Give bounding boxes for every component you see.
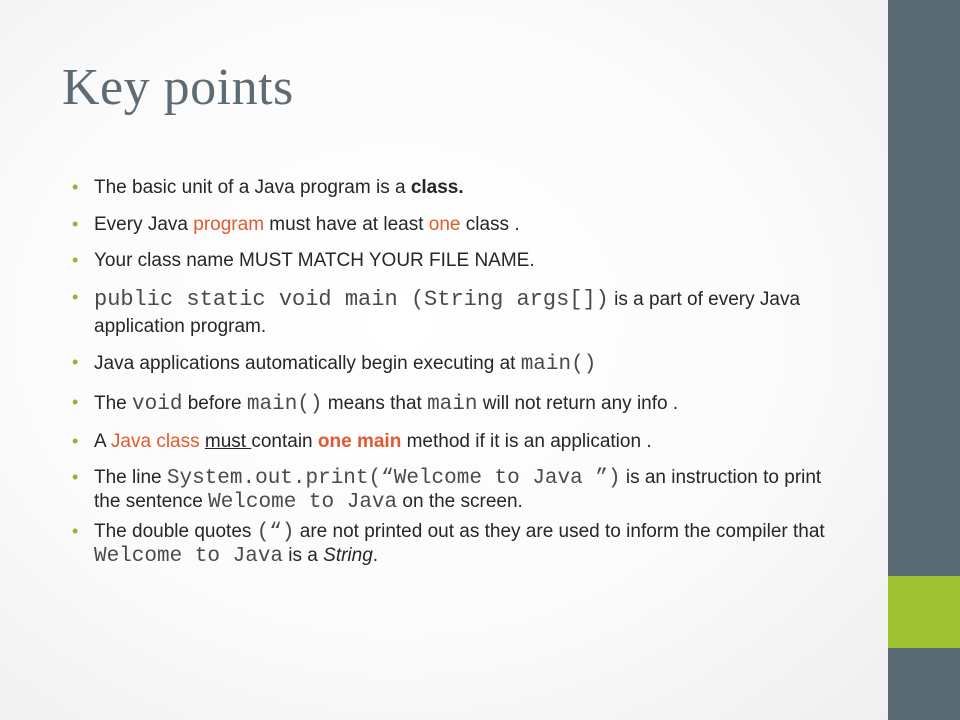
highlight-text: Java class [110, 430, 200, 452]
bullet-item [72, 391, 852, 418]
bullet-icon: • [72, 177, 79, 197]
bullet-item [72, 467, 852, 515]
bullet-icon: • [72, 250, 79, 271]
bullet-item [72, 213, 852, 238]
italic-text: String [323, 545, 373, 567]
bullet-icon: • [72, 287, 79, 308]
bullet-icon: • [72, 466, 79, 487]
code-text: System.out.print(“Welcome to Java ”) [166, 466, 621, 490]
bullet-text: contain [251, 430, 318, 452]
bullet-icon: • [72, 520, 79, 541]
bullet-item [72, 521, 852, 569]
code-text: void [132, 392, 183, 416]
bullet-text: means that [322, 392, 428, 414]
bullet-text: Java applications automatically begin executing at [94, 353, 521, 375]
bullet-item [72, 351, 852, 378]
bullet-item [72, 286, 852, 339]
bullet-bold: class. [410, 177, 464, 198]
bullet-text: method if it is an application . [401, 430, 652, 452]
bullet-text: The line [94, 466, 167, 488]
code-text: (“) [256, 520, 295, 544]
bullet-text: The [94, 392, 133, 414]
bullet-icon: • [72, 352, 79, 373]
side-accent-block [888, 576, 960, 648]
code-text: Welcome to Java [208, 490, 398, 514]
bullet-icon: • [72, 430, 79, 451]
bullet-text: before [182, 392, 247, 414]
bullet-text: will not return any info . [477, 392, 679, 414]
bullet-text: A [94, 430, 111, 452]
underlined-text: must [204, 430, 252, 452]
bullet-text: are not printed out as they are used to inform the compiler that [294, 520, 825, 542]
bullet-text: is a [283, 545, 324, 567]
bullet-icon: • [72, 391, 79, 412]
bullet-text: is an instruction to print the sentence [94, 466, 822, 512]
bullet-item [72, 430, 852, 455]
slide-title: Key points [62, 59, 294, 116]
highlight-text: one [428, 213, 461, 235]
bullet-text: The basic unit of a Java program is a [94, 177, 411, 198]
bullet-item [72, 176, 852, 201]
code-text: main [427, 392, 478, 416]
code-text: main() [520, 353, 597, 377]
bullet-text: . [372, 545, 379, 567]
highlight-bold-text: one main [317, 430, 402, 452]
code-text: public static void main (String args[]) [94, 287, 609, 313]
bullet-icon: • [72, 213, 79, 234]
bullet-text: Every Java [94, 213, 194, 235]
code-text: Welcome to Java [94, 545, 284, 569]
highlight-text: program [193, 213, 265, 235]
bullet-item [72, 249, 852, 274]
code-text: main() [246, 392, 323, 416]
bullet-text: on the screen. [397, 490, 523, 512]
bullet-list [72, 176, 852, 575]
bullet-text: Your class name MUST MATCH YOUR FILE NAME. [94, 250, 535, 272]
bullet-text: is a part of every Java application program. [94, 289, 801, 337]
bullet-text: The double quotes [94, 520, 257, 542]
bullet-text: class . [460, 213, 520, 235]
bullet-text: must have at least [264, 213, 429, 235]
